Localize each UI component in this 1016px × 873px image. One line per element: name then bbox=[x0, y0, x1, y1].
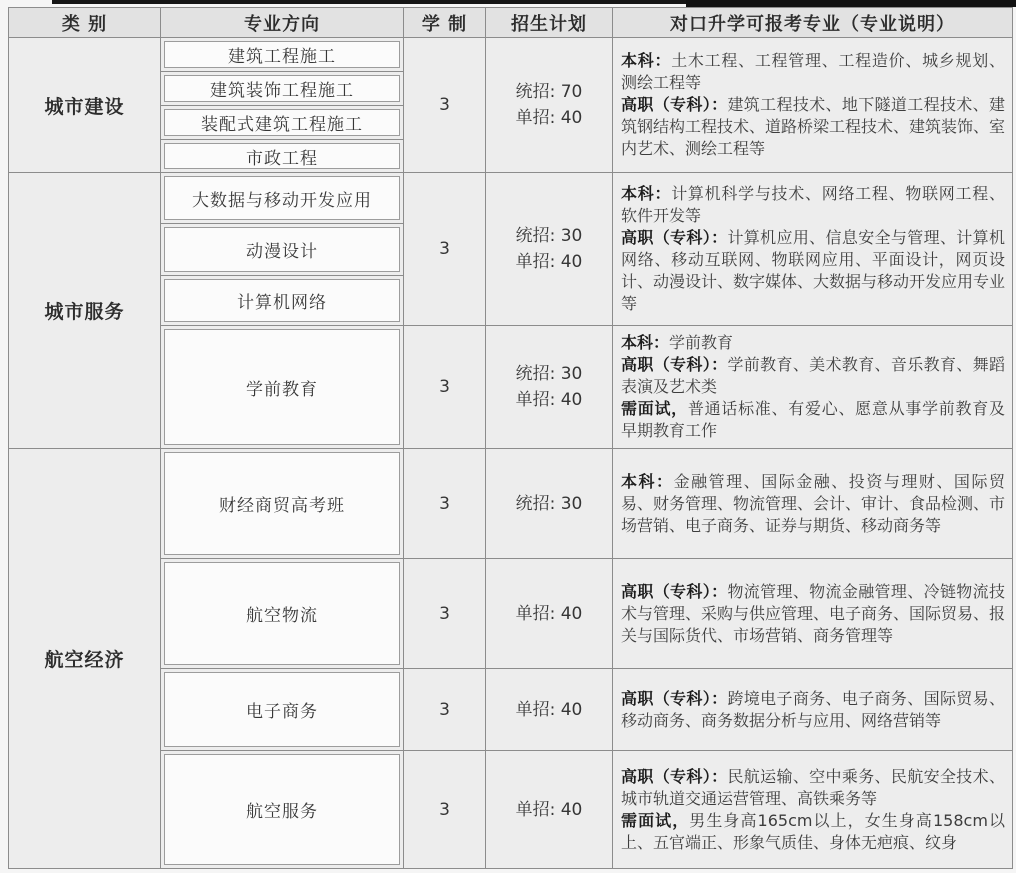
plan-line: 统招: 30 bbox=[515, 226, 583, 246]
major-label: 航空物流 bbox=[164, 562, 400, 665]
plan-lines bbox=[516, 361, 583, 413]
desc-text: 跨境电子商务、电子商务、国际贸易、移动商务、商务数据分析与应用、网络营销等 bbox=[621, 688, 1005, 730]
desc-text: 计算机应用、信息安全与管理、计算机网络、移动互联网、物联网应用、平面设计，网页设计、动漫设计、数字媒体、大数据与移动开发应用专业等 bbox=[621, 228, 1006, 313]
header-cell-duration: 学 制 bbox=[404, 8, 486, 38]
major-cell bbox=[161, 173, 404, 224]
major-label: 学前教育 bbox=[164, 329, 400, 445]
plan-lines bbox=[516, 491, 583, 517]
category-cell: 城市服务 bbox=[9, 173, 161, 449]
plan-lines bbox=[516, 797, 583, 823]
plan-cell bbox=[486, 559, 613, 669]
plan-line: 统招: 30 bbox=[515, 493, 583, 514]
desc-paragraph bbox=[621, 581, 1005, 647]
major-label: 装配式建筑工程施工 bbox=[164, 109, 400, 136]
desc-text: 金融管理、国际金融、投资与理财、国际贸易、财务管理、物流管理、会计、审计、食品检测、市场营销、电子商务、证券与期货、移动商务等 bbox=[621, 471, 1006, 535]
desc-paragraph bbox=[621, 688, 1005, 732]
desc-paragraph bbox=[621, 183, 1005, 227]
desc-text: 土木工程、工程管理、工程造价、城乡规划、测绘工程等 bbox=[621, 51, 1005, 92]
desc-paragraph bbox=[621, 766, 1005, 810]
major-label: 电子商务 bbox=[164, 672, 400, 747]
table-row bbox=[9, 173, 1013, 224]
enrollment-plan-table bbox=[8, 7, 1013, 869]
plan-line: 单招: 40 bbox=[515, 252, 583, 272]
major-cell bbox=[161, 224, 404, 276]
table-row bbox=[9, 449, 1013, 559]
desc-block bbox=[621, 332, 1005, 442]
plan-line: 统招: 70 bbox=[515, 82, 583, 102]
desc-paragraph bbox=[621, 50, 1005, 94]
header-row bbox=[9, 8, 1013, 38]
major-label: 建筑工程施工 bbox=[164, 41, 400, 68]
desc-lead: 本科： bbox=[621, 333, 670, 352]
duration-cell: 3 bbox=[404, 669, 486, 751]
desc-cell bbox=[613, 449, 1013, 559]
major-cell bbox=[161, 559, 404, 669]
desc-block bbox=[621, 688, 1005, 732]
desc-block bbox=[621, 50, 1005, 160]
desc-text: 普通话标准、有爱心、愿意从事学前教育及早期教育工作 bbox=[621, 399, 1005, 440]
desc-lead: 本科： bbox=[621, 51, 672, 70]
desc-text: 学前教育 bbox=[669, 333, 734, 352]
desc-lead: 需面试， bbox=[621, 399, 688, 418]
desc-lead: 高职（专科）： bbox=[621, 766, 728, 786]
major-label: 动漫设计 bbox=[164, 227, 400, 272]
major-cell bbox=[161, 106, 404, 140]
desc-cell bbox=[613, 173, 1013, 326]
major-cell bbox=[161, 669, 404, 751]
desc-cell bbox=[613, 559, 1013, 669]
major-cell bbox=[161, 72, 404, 106]
desc-cell bbox=[613, 326, 1013, 449]
plan-line: 单招: 40 bbox=[515, 108, 583, 128]
scan-artifact-top-bar-right bbox=[686, 0, 1016, 7]
desc-lead: 高职（专科）： bbox=[621, 581, 728, 601]
major-cell bbox=[161, 751, 404, 869]
header-cell-major: 专业方向 bbox=[161, 8, 404, 38]
desc-lead: 高职（专科）： bbox=[621, 355, 728, 374]
desc-paragraph bbox=[621, 227, 1005, 315]
major-label: 财经商贸高考班 bbox=[164, 452, 400, 555]
desc-block bbox=[621, 766, 1005, 854]
plan-cell bbox=[486, 173, 613, 326]
desc-block bbox=[621, 581, 1005, 647]
plan-lines bbox=[516, 223, 583, 275]
desc-paragraph bbox=[621, 354, 1005, 398]
desc-paragraph bbox=[621, 332, 1005, 354]
desc-lead: 需面试， bbox=[621, 810, 690, 830]
major-cell bbox=[161, 326, 404, 449]
desc-lead: 高职（专科）： bbox=[621, 95, 728, 114]
desc-cell bbox=[613, 38, 1013, 173]
plan-lines bbox=[516, 601, 583, 627]
desc-text: 男生身高165cm以上，女生身高158cm以上、五官端正、形象气质佳、身体无疤痕、纹身 bbox=[621, 810, 1005, 852]
major-label: 大数据与移动开发应用 bbox=[164, 176, 400, 220]
major-cell bbox=[161, 449, 404, 559]
plan-line: 单招: 40 bbox=[515, 799, 583, 820]
major-label: 建筑装饰工程施工 bbox=[164, 75, 400, 102]
plan-line: 单招: 40 bbox=[515, 390, 583, 410]
desc-cell bbox=[613, 669, 1013, 751]
plan-line: 单招: 40 bbox=[515, 699, 583, 720]
plan-cell bbox=[486, 326, 613, 449]
major-cell bbox=[161, 38, 404, 72]
header-cell-plan: 招生计划 bbox=[486, 8, 613, 38]
duration-cell: 3 bbox=[404, 326, 486, 449]
duration-cell: 3 bbox=[404, 449, 486, 559]
header-cell-category: 类 别 bbox=[9, 8, 161, 38]
plan-line: 单招: 40 bbox=[515, 603, 583, 624]
desc-text: 计算机科学与技术、网络工程、物联网工程、软件开发等 bbox=[621, 184, 1005, 225]
desc-paragraph bbox=[621, 94, 1005, 160]
major-label: 市政工程 bbox=[164, 143, 400, 169]
major-cell bbox=[161, 140, 404, 173]
table-row bbox=[9, 38, 1013, 72]
desc-paragraph bbox=[621, 398, 1005, 442]
desc-cell bbox=[613, 751, 1013, 869]
major-label: 计算机网络 bbox=[164, 279, 400, 322]
plan-lines bbox=[516, 697, 583, 723]
desc-paragraph bbox=[621, 471, 1005, 537]
desc-text: 物流管理、物流金融管理、冷链物流技术与管理、采购与供应管理、电子商务、国际贸易、报关与国际货代、市场营销、商务管理等 bbox=[621, 581, 1006, 645]
plan-cell bbox=[486, 669, 613, 751]
duration-cell: 3 bbox=[404, 559, 486, 669]
plan-cell bbox=[486, 38, 613, 173]
desc-block bbox=[621, 183, 1005, 315]
desc-lead: 高职（专科）： bbox=[621, 228, 728, 247]
desc-block bbox=[621, 471, 1005, 537]
desc-text: 建筑工程技术、地下隧道工程技术、建筑钢结构工程技术、道路桥梁工程技术、建筑装饰、室内艺术、测绘工程等 bbox=[621, 95, 1006, 158]
major-label: 航空服务 bbox=[164, 754, 400, 865]
category-cell: 航空经济 bbox=[9, 449, 161, 869]
plan-cell bbox=[486, 751, 613, 869]
desc-text: 民航运输、空中乘务、民航安全技术、城市轨道交通运营管理、高铁乘务等 bbox=[621, 766, 1005, 808]
header-cell-desc: 对口升学可报考专业（专业说明） bbox=[613, 8, 1013, 38]
desc-text: 学前教育、美术教育、音乐教育、舞蹈表演及艺术类 bbox=[621, 355, 1005, 396]
desc-lead: 本科： bbox=[621, 184, 672, 203]
duration-cell: 3 bbox=[404, 38, 486, 173]
desc-lead: 高职（专科）： bbox=[621, 688, 728, 708]
plan-cell bbox=[486, 449, 613, 559]
category-cell: 城市建设 bbox=[9, 38, 161, 173]
duration-cell: 3 bbox=[404, 173, 486, 326]
duration-cell: 3 bbox=[404, 751, 486, 869]
plan-line: 统招: 30 bbox=[515, 364, 583, 384]
desc-paragraph bbox=[621, 810, 1005, 854]
plan-lines bbox=[516, 79, 583, 131]
desc-lead: 本科： bbox=[621, 471, 674, 491]
major-cell bbox=[161, 276, 404, 326]
